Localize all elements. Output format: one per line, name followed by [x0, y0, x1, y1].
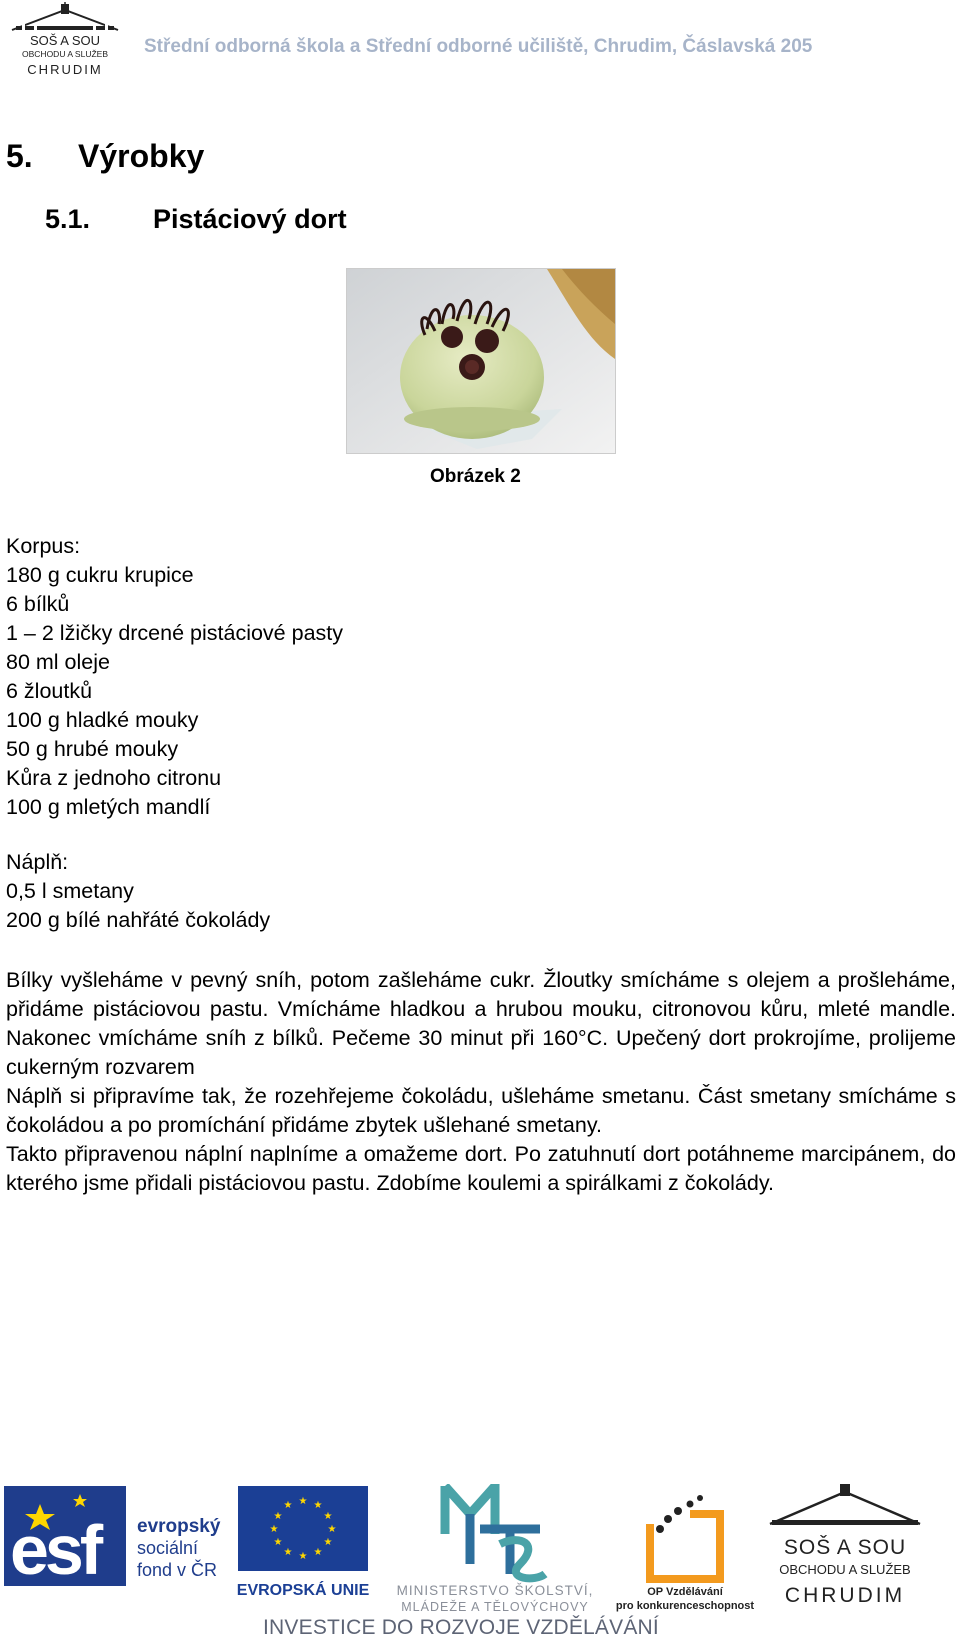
svg-text:MINISTERSTVO ŠKOLSTVÍ,: MINISTERSTVO ŠKOLSTVÍ,: [396, 1583, 594, 1598]
method-paragraph: Náplň si připravíme tak, že rozehřejeme čokoládu, ušleháme smetanu. Část smetany smícháme s čokoládou a po promíchání přidáme zbytek ušlehané smetany.: [6, 1084, 956, 1137]
svg-text:★: ★: [323, 1511, 333, 1522]
list-item: 80 ml oleje: [6, 650, 110, 674]
svg-text:OBCHODU A SLUŽEB: OBCHODU A SLUŽEB: [22, 49, 108, 59]
esf-logo: [4, 1486, 221, 1589]
svg-text:★: ★: [327, 1524, 337, 1535]
list-item: 6 žloutků: [6, 679, 93, 703]
footer-logo-strip: [0, 1484, 960, 1619]
svg-text:SOŠ A SOU: SOŠ A SOU: [783, 1536, 907, 1559]
msmt-logo: [397, 1486, 594, 1614]
svg-text:pro konkurenceschopnost: pro konkurenceschopnost: [615, 1600, 755, 1612]
svg-text:★: ★: [298, 1496, 308, 1507]
list-item: Kůra z jednoho citronu: [6, 766, 222, 790]
list-item: 100 g mletých mandlí: [6, 795, 211, 819]
subsection-number: 5.1.: [45, 204, 91, 234]
svg-text:CHRUDIM: CHRUDIM: [784, 1584, 906, 1607]
svg-text:sociální: sociální: [137, 1538, 199, 1558]
svg-text:★: ★: [283, 1500, 293, 1511]
korpus-heading: Korpus:: [6, 534, 81, 558]
svg-text:EVROPSKÁ UNIE: EVROPSKÁ UNIE: [236, 1582, 370, 1599]
header-title: Střední odborná škola a Střední odborné učiliště, Chrudim, Čáslavská 205: [144, 36, 813, 57]
svg-text:★: ★: [313, 1500, 323, 1511]
svg-text:★: ★: [283, 1547, 293, 1558]
list-item: 200 g bílé nahřáté čokolády: [6, 908, 271, 932]
eu-logo: [237, 1486, 370, 1599]
school-logo: [6, 2, 124, 80]
section-number: 5.: [6, 138, 33, 174]
svg-text:★: ★: [298, 1551, 308, 1562]
list-item: 100 g hladké mouky: [6, 708, 199, 732]
section-title: Výrobky: [78, 138, 205, 174]
svg-text:★: ★: [273, 1511, 283, 1522]
subsection-heading: [45, 204, 347, 235]
list-item: 0,5 l smetany: [6, 879, 134, 903]
list-item: 180 g cukru krupice: [6, 563, 194, 587]
svg-text:fond v ČR: fond v ČR: [137, 1560, 218, 1580]
method-paragraph: Takto připravenou náplní naplníme a omažeme dort. Po zatuhnutí dort potáhneme marcipánem, do kterého jsme přidali pistáciovou pastu. Zdobíme koulemi a spirálkami z čokolády.: [6, 1142, 956, 1195]
svg-text:CHRUDIM: CHRUDIM: [27, 62, 103, 77]
svg-text:esf: esf: [10, 1511, 100, 1589]
list-item: 1 – 2 lžičky drcené pistáciové pasty: [6, 621, 343, 645]
list-item: 6 bílků: [6, 592, 70, 616]
svg-text:SOŠ A SOU: SOŠ A SOU: [29, 33, 101, 48]
method-paragraph: Bílky vyšleháme v pevný sníh, potom zašleháme cukr. Žloutky smícháme s olejem a prošleháme, přidáme pistáciovou pastu. Vmícháme hladkou a hrubou mouku, citronovou kůru, mleté mandle. Nakonec vmícháme sníh z bílků. Pečeme 30 minut při 160°C. Upečený dort prokrojíme, prolijeme cukerným rozvarem: [6, 968, 956, 1079]
svg-text:★: ★: [313, 1547, 323, 1558]
korpus-ingredients: [6, 532, 343, 822]
svg-text:★: ★: [269, 1524, 279, 1535]
method-text: [6, 966, 956, 1198]
op-logo: [616, 1495, 754, 1612]
svg-text:evropský: evropský: [137, 1516, 221, 1537]
list-item: 50 g hrubé mouky: [6, 737, 179, 761]
subsection-title: Pistáciový dort: [153, 204, 347, 234]
svg-text:OP Vzdělávání: OP Vzdělávání: [647, 1586, 723, 1598]
cake-photo: [346, 268, 616, 454]
napln-ingredients: [6, 848, 270, 935]
napln-heading: Náplň:: [6, 850, 69, 874]
school-footer-logo: [770, 1484, 920, 1607]
svg-text:★: ★: [323, 1537, 333, 1548]
figure-caption: Obrázek 2: [430, 466, 521, 487]
svg-text:MLÁDEŽE A TĚLOVÝCHOVY: MLÁDEŽE A TĚLOVÝCHOVY: [401, 1600, 589, 1614]
svg-text:★: ★: [273, 1537, 283, 1548]
svg-text:OBCHODU A SLUŽEB: OBCHODU A SLUŽEB: [779, 1562, 911, 1577]
section-heading: [6, 138, 204, 175]
footer-slogan: INVESTICE DO ROZVOJE VZDĚLÁVÁNÍ: [263, 1616, 659, 1639]
